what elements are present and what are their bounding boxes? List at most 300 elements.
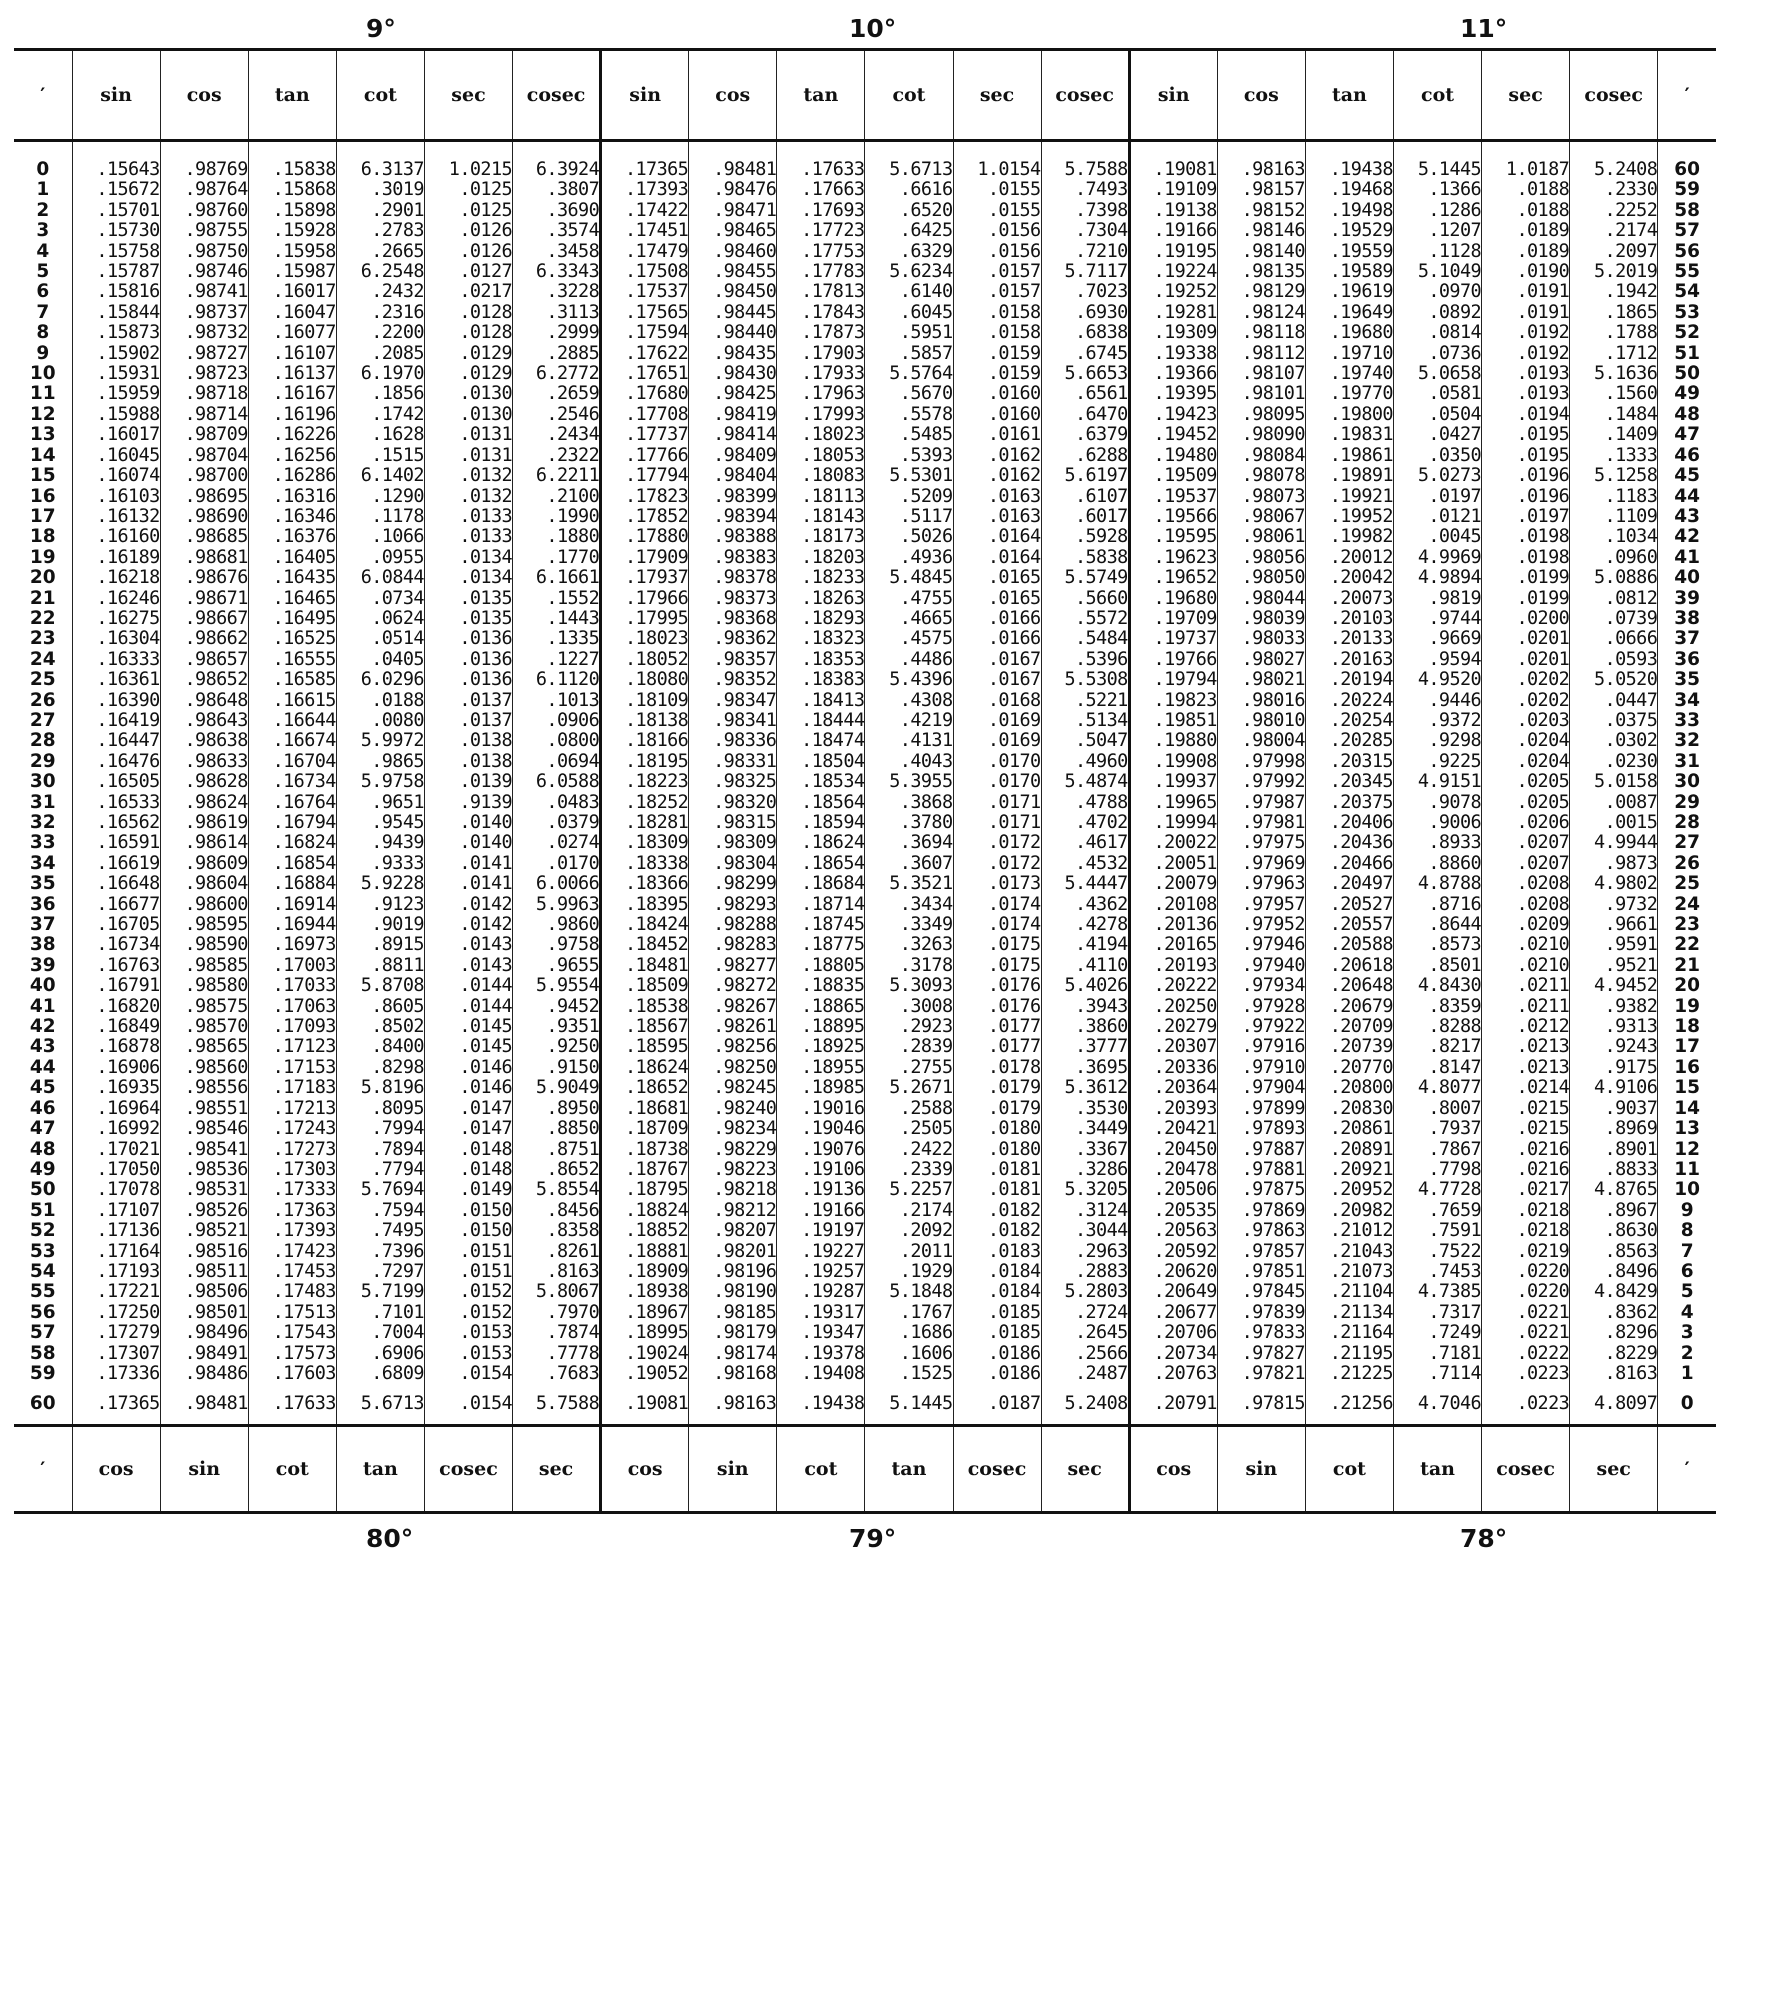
table-value: 6.3137 [360,160,424,180]
table-value: .98383 [713,546,777,568]
table-value: .4617 [1074,832,1128,854]
value-column-tan [248,364,336,466]
column-footer-sec: sec [1570,1426,1658,1513]
table-value: .0149 [459,1180,513,1201]
table-value: .16704 [272,750,336,772]
trig-function-table [14,48,1716,1514]
table-value: .17483 [272,1282,336,1303]
minute-labels-left [14,568,72,670]
column-header-sec: sec [1482,50,1570,141]
value-column-cos [160,670,248,772]
table-value: .98700 [184,466,248,487]
table-value: .98320 [713,791,777,813]
table-value: .16562 [96,812,160,833]
table-value: .16820 [96,995,160,1017]
table-value: .1484 [1604,403,1658,425]
value-column-tan [1305,466,1393,568]
table-value: .18504 [801,750,865,772]
table-value: .0182 [987,1220,1041,1242]
minute-labels-right [1658,568,1716,670]
table-value: .3694 [899,832,953,854]
minute-label: 36 [29,893,56,915]
minute-label: 7 [36,301,50,323]
table-value: .20375 [1329,791,1393,813]
table-value: .0163 [987,485,1041,507]
table-value: .15902 [96,342,160,364]
table-value: .16763 [96,954,160,976]
value-column-tan [1305,1282,1393,1384]
table-value: 6.2772 [535,364,600,385]
minute-label: 13 [1674,1118,1700,1140]
table-value: .0162 [987,466,1041,487]
table-value: .4532 [1074,852,1128,874]
column-header-tan: tan [1305,50,1393,141]
table-value: .98090 [1241,424,1305,446]
table-value: .8605 [371,995,424,1017]
table-value: .19800 [1329,403,1393,425]
value-column-cos [689,262,777,364]
table-value: 5.8067 [535,1282,600,1303]
table-value: .16734 [272,772,336,793]
minute-label: 34 [29,852,56,874]
table-value: .0143 [459,954,513,976]
minute-label: 32 [29,812,56,833]
table-value: .17250 [96,1301,160,1323]
table-value: .16361 [96,670,160,691]
table-value: .98685 [184,526,248,548]
value-column-cosec [513,874,601,976]
table-value: .1552 [546,587,600,609]
column-footer-cosec: cosec [424,1426,512,1513]
minute-labels-right [1658,670,1716,772]
table-value: .2839 [899,1036,953,1058]
table-value: .19052 [624,1362,689,1384]
value-column-sec [1482,772,1570,874]
table-value: .98373 [713,587,777,609]
value-column-cot [865,160,953,262]
table-value: .7591 [1428,1220,1482,1242]
minute-label: 17 [29,505,56,527]
minute-labels-right [1658,364,1716,466]
table-value: .17093 [272,1016,336,1038]
table-value: .0182 [987,1199,1041,1221]
table-value: 4.8097 [1570,1384,1658,1426]
table-value: .97881 [1241,1158,1305,1180]
table-value: .98250 [713,1056,777,1078]
table-value: .98481 [160,1384,248,1426]
table-value: .19680 [1329,322,1393,344]
table-value: .98229 [713,1138,777,1160]
table-value: .3607 [899,852,953,874]
table-value: .98609 [184,852,248,874]
table-value: .0144 [459,976,513,997]
table-value: 6.1120 [535,670,600,691]
value-column-cot [1393,874,1481,976]
value-column-tan [248,874,336,976]
table-value: .17937 [624,568,689,589]
table-value: .19366 [1153,364,1217,385]
table-value: .16447 [96,730,160,752]
table-value: 5.6197 [1064,466,1128,487]
table-value: .0132 [459,485,513,507]
table-value: .0205 [1516,791,1570,813]
column-footer-sin: sin [160,1426,248,1513]
table-value: .17708 [624,403,689,425]
table-value: .9655 [546,954,600,976]
table-value: .19197 [801,1220,865,1242]
table-value: .17273 [272,1138,336,1160]
value-column-cos [689,874,777,976]
table-value: 5.2408 [1594,160,1658,180]
table-value: .18995 [624,1322,689,1344]
value-column-cos [160,1078,248,1180]
table-value: .20734 [1153,1342,1217,1364]
table-value: .19709 [1153,607,1217,629]
table-value: .7874 [546,1322,600,1344]
top-degree-row [14,10,1716,48]
table-value: .20103 [1329,607,1393,629]
value-column-sin [1129,160,1217,262]
table-value: .0163 [987,505,1041,527]
table-value: .97992 [1241,772,1305,793]
table-value: .19537 [1153,485,1217,507]
value-column-cot [1393,364,1481,466]
minute-label: 10 [29,364,56,385]
table-value: .19623 [1153,546,1217,568]
value-column-sin [72,1180,160,1282]
table-value: .3178 [899,954,953,976]
minute-label: 57 [29,1322,56,1344]
value-column-cos [160,976,248,1078]
table-value: .3860 [1074,1016,1128,1038]
table-value: .0192 [1516,342,1570,364]
value-column-sec [1482,1078,1570,1180]
table-value: .1443 [546,607,600,629]
minute-label: 48 [29,1138,56,1160]
value-column-sec [424,466,512,568]
minute-label: 28 [1674,812,1700,833]
table-value: .1767 [899,1301,953,1323]
table-value: .98016 [1241,689,1305,711]
table-value: 4.9520 [1417,670,1482,691]
table-value: .16973 [272,934,336,956]
column-footer-sec: sec [1041,1426,1129,1513]
table-value: .98628 [184,772,248,793]
table-value: .17063 [272,995,336,1017]
value-column-cos [1217,262,1305,364]
value-column-cosec [1570,364,1658,466]
table-value: .18745 [801,914,865,936]
table-value: .98590 [184,934,248,956]
table-value: 6.1661 [535,568,600,589]
table-value: .9545 [371,812,424,833]
table-value: .18738 [624,1138,689,1160]
table-value: .5578 [899,403,953,425]
table-value: .98168 [713,1362,777,1384]
value-column-sin [1129,874,1217,976]
table-value: .98357 [713,648,777,670]
table-value: .7683 [546,1362,600,1384]
table-value: .17333 [272,1180,336,1201]
minute-label: 31 [29,791,56,813]
table-value: .16476 [96,750,160,772]
table-value: .6470 [1074,403,1128,425]
table-value: .0184 [987,1282,1041,1303]
table-value: .8296 [1604,1322,1658,1344]
table-value: .98575 [184,995,248,1017]
minute-label: 6 [1680,1260,1694,1282]
table-value: .3008 [899,995,953,1017]
table-value: .0375 [1604,709,1658,731]
table-value: 5.9963 [535,893,600,915]
minute-label: 18 [1674,1016,1700,1038]
table-value: .9037 [1604,1097,1658,1119]
table-value: 4.9944 [1594,832,1658,854]
table-value: .2174 [899,1199,953,1221]
minute-label: 20 [1674,976,1700,997]
table-value: .2783 [371,220,424,242]
value-column-cot [336,772,424,874]
minute-label: 29 [1674,791,1700,813]
table-value: .0209 [1516,914,1570,936]
table-value: .18293 [801,607,865,629]
table-value: .16849 [96,1016,160,1038]
value-column-sec [953,262,1041,364]
value-column-sec [953,1078,1041,1180]
table-value: .17365 [72,1384,160,1426]
table-value: .0514 [371,628,424,650]
table-value: .0167 [987,670,1041,691]
table-value: .16914 [272,893,336,915]
table-value: .16791 [96,976,160,997]
table-value: .0186 [987,1342,1041,1364]
table-value: .2665 [371,240,424,262]
table-value: .19823 [1153,689,1217,711]
table-value: .19166 [801,1199,865,1221]
table-value: .19921 [1329,485,1393,507]
minute-label: 45 [29,1078,56,1099]
table-value: .0197 [1516,505,1570,527]
table-value: .15958 [272,240,336,262]
table-value: .0195 [1516,444,1570,466]
table-value: .2174 [1604,220,1658,242]
minute-symbol-right: ′ [1658,50,1716,141]
table-value: .0136 [459,648,513,670]
table-value: .18925 [801,1036,865,1058]
table-value: .98033 [1241,628,1305,650]
table-value: .5928 [1074,526,1128,548]
table-value: .8860 [1428,852,1482,874]
table-value: .97998 [1241,750,1305,772]
value-column-cos [689,364,777,466]
column-header-tan: tan [777,50,865,141]
table-value: 5.1636 [1594,364,1658,385]
table-value: .0153 [459,1342,513,1364]
table-value: .19994 [1153,812,1217,833]
table-value: .18652 [624,1078,689,1099]
table-value: .9298 [1428,730,1482,752]
table-value: .5396 [1074,648,1128,670]
table-value: .7970 [546,1301,600,1323]
table-value: 5.4874 [1064,772,1128,793]
table-value: 5.1445 [865,1384,953,1426]
value-column-sin [601,976,689,1078]
table-value: .2546 [546,403,600,425]
table-value: .5857 [899,342,953,364]
table-value: .2883 [1074,1260,1128,1282]
table-value: .0145 [459,1036,513,1058]
table-value: .98179 [713,1322,777,1344]
table-value: .16017 [96,424,160,446]
table-value: .16376 [272,526,336,548]
table-value: .18714 [801,893,865,915]
table-value: .2755 [899,1056,953,1078]
table-value: .17993 [801,403,865,425]
minute-label: 21 [1674,954,1700,976]
table-value: .20706 [1153,1322,1217,1344]
table-value: .1880 [546,526,600,548]
table-value: .0955 [371,546,424,568]
table-value: .8163 [1604,1362,1658,1384]
table-value: .0734 [371,587,424,609]
table-value: .7894 [371,1138,424,1160]
column-footer-cosec: cosec [953,1426,1041,1513]
value-column-cot [336,1180,424,1282]
table-value: .8652 [546,1158,600,1180]
table-value: .17422 [624,199,689,221]
value-column-cot [865,364,953,466]
table-value: .98304 [713,852,777,874]
value-column-cosec [1041,262,1129,364]
table-value: 5.5764 [889,364,953,385]
minute-labels-left [14,466,72,568]
value-column-sin [601,160,689,262]
value-column-sec [953,364,1041,466]
table-value: .1183 [1604,485,1658,507]
table-value: .15758 [96,240,160,262]
table-value: .0201 [1516,628,1570,650]
table-value: .18052 [624,648,689,670]
table-value: .20588 [1329,934,1393,956]
minute-label: 8 [36,322,50,344]
value-column-sec [424,1180,512,1282]
minute-labels-right [1658,976,1716,1078]
table-value: .19952 [1329,505,1393,527]
table-value: .20285 [1329,730,1393,752]
table-value: .0183 [987,1240,1041,1262]
table-value: .19166 [1153,220,1217,242]
table-value: .19498 [1329,199,1393,221]
table-value: .2092 [899,1220,953,1242]
minute-label: 17 [1674,1036,1700,1058]
table-value: 5.2408 [1041,1384,1129,1426]
table-value: .17393 [272,1220,336,1242]
minute-label: 42 [1674,526,1700,548]
minute-group-row [14,874,1716,976]
table-value: .0146 [459,1056,513,1078]
table-value: .0205 [1516,772,1570,793]
table-value: .0125 [459,199,513,221]
value-column-sec [424,568,512,670]
table-value: .0166 [987,607,1041,629]
table-value: .8229 [1604,1342,1658,1364]
table-value: .98560 [184,1056,248,1078]
value-column-cot [1393,1282,1481,1384]
table-value: .9669 [1428,628,1482,650]
table-value: .8967 [1604,1199,1658,1221]
table-value: .0140 [459,812,513,833]
table-value: 4.9106 [1594,1078,1658,1099]
table-value: .98234 [713,1118,777,1140]
table-value: .0302 [1604,730,1658,752]
minute-label: 23 [1674,914,1700,936]
minute-label: 4 [36,240,50,262]
value-column-cot [865,568,953,670]
table-value: .19016 [801,1097,865,1119]
table-value: .0045 [1428,526,1482,548]
table-value: .9819 [1428,587,1482,609]
value-column-sec [424,262,512,364]
table-value: .98272 [713,976,777,997]
table-value: .0147 [459,1118,513,1140]
column-header-row [14,50,1716,141]
table-value: .20393 [1153,1097,1217,1119]
value-column-cos [160,466,248,568]
minute-label: 2 [36,199,50,221]
table-value: .0223 [1516,1362,1570,1384]
table-value: .0892 [1428,301,1482,323]
value-column-sec [1482,874,1570,976]
table-value: .20592 [1153,1240,1217,1262]
minute-label: 15 [1674,1078,1700,1099]
table-value: .0405 [371,648,424,670]
value-column-cosec [1041,772,1129,874]
table-value: .98362 [713,628,777,650]
value-column-cos [1217,466,1305,568]
value-column-tan [248,1180,336,1282]
table-value: .0150 [459,1199,513,1221]
minute-label: 28 [29,730,56,752]
table-value: .0207 [1516,832,1570,854]
minute-label: 26 [1674,852,1700,874]
table-value: .16218 [96,568,160,589]
table-value: .0181 [987,1180,1041,1201]
table-value: .0156 [987,220,1041,242]
table-value: .2330 [1604,179,1658,201]
table-value: .98648 [184,689,248,711]
value-column-cos [689,670,777,772]
value-column-cos [160,772,248,874]
table-value: .9591 [1604,934,1658,956]
table-value: .4194 [1074,934,1128,956]
table-value: .18835 [801,976,865,997]
column-header-cot: cot [865,50,953,141]
table-value: .20620 [1153,1260,1217,1282]
minute-label: 41 [29,995,56,1017]
table-value: .0130 [459,383,513,405]
table-value: 5.9228 [360,874,424,895]
table-value: .20563 [1153,1220,1217,1242]
minute-labels-left [14,364,72,466]
value-column-sec [1482,466,1570,568]
table-value: 5.3955 [889,772,953,793]
minute-label: 4 [1680,1301,1694,1323]
table-value: .0199 [1516,587,1570,609]
value-column-sec [1482,262,1570,364]
table-value: 5.4845 [889,568,953,589]
value-column-sin [72,1078,160,1180]
table-value: .16405 [272,546,336,568]
